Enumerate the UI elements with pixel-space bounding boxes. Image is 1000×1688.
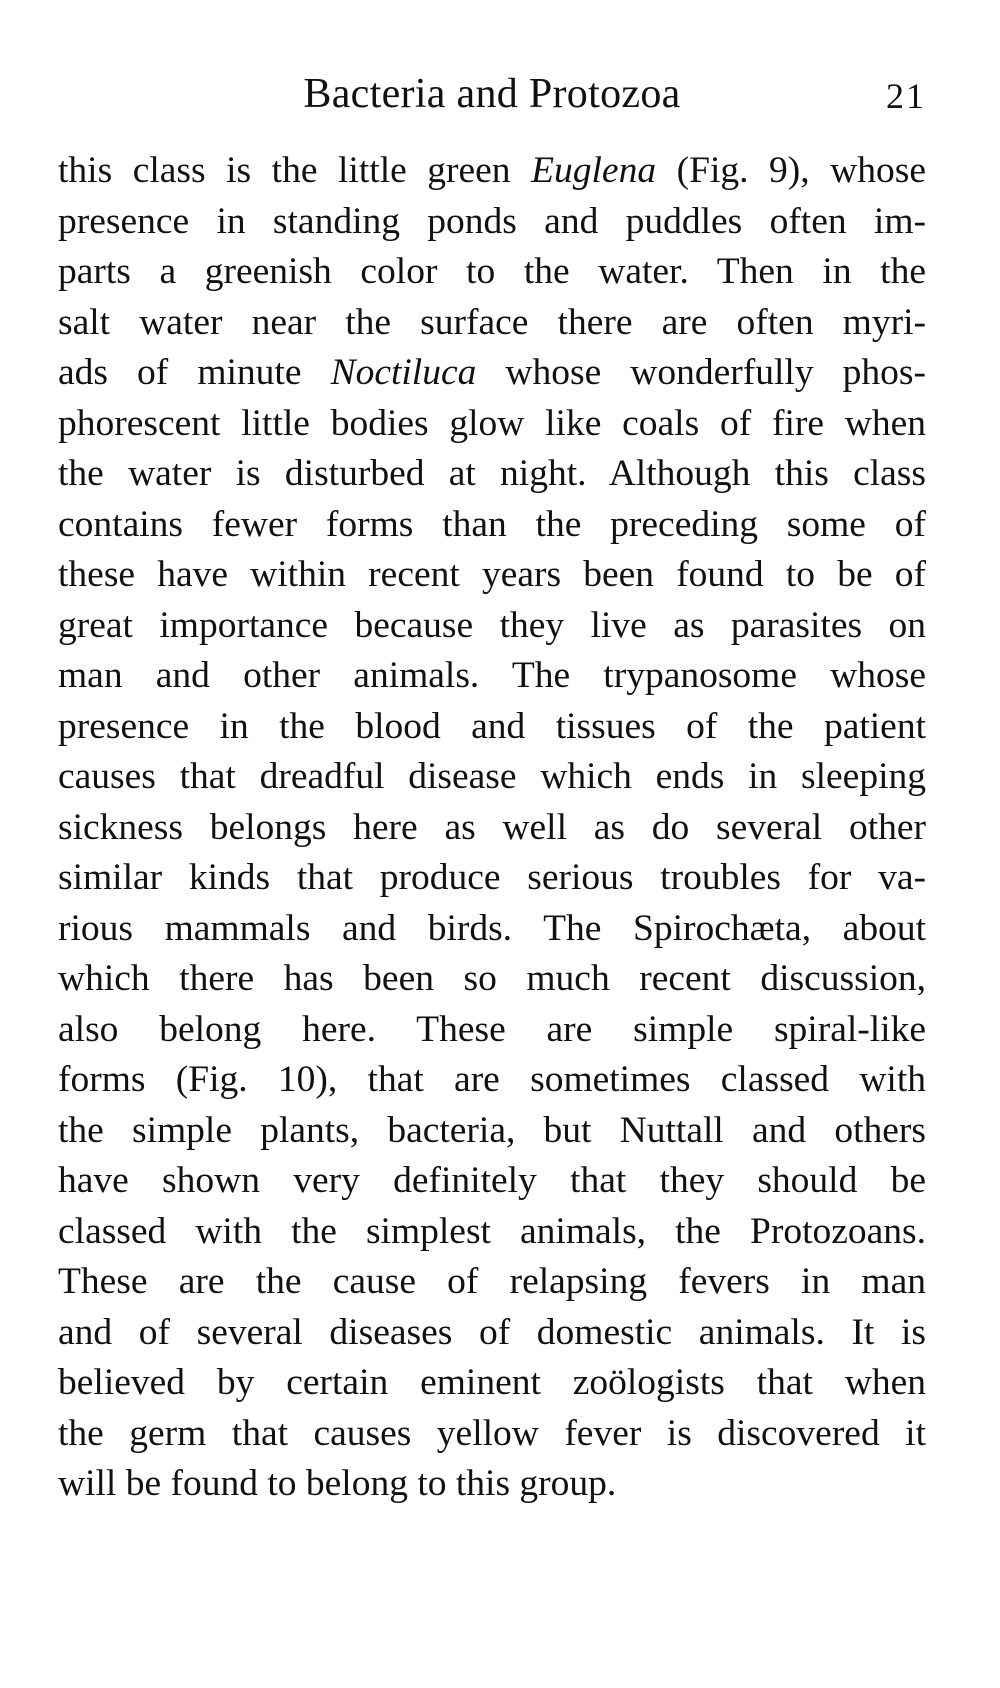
text-line: great importance because they live as parasites on <box>58 604 926 646</box>
text-line: believed by certain eminent zoölogists that when <box>58 1362 926 1403</box>
text-line: phorescent little bodies glow like coals of fire when <box>58 402 926 444</box>
text-line: rious mammals and birds. The Spirochæta, about <box>58 907 926 949</box>
text-line: this class is the little green Euglena (Fig. 9), whose <box>58 150 926 191</box>
text-line: similar kinds that produce serious troubles for va- <box>58 857 926 898</box>
text-line: have shown very definitely that they should be <box>58 1160 926 1201</box>
text-line: presence in standing ponds and puddles often im- <box>58 200 926 242</box>
body-paragraph <box>58 146 926 1510</box>
running-head <box>58 64 926 124</box>
text-line: classed with the simplest animals, the Protozoans. <box>58 1210 926 1252</box>
text-line: presence in the blood and tissues of the patient <box>58 705 926 747</box>
text-line: will be found to belong to this group. <box>58 1463 617 1504</box>
text-line: which there has been so much recent discussion, <box>58 958 926 999</box>
page-number: 21 <box>886 76 926 116</box>
text-line: the simple plants, bacteria, but Nuttall and others <box>58 1109 926 1151</box>
text-line: contains fewer forms than the preceding some of <box>58 503 926 545</box>
text-line: forms (Fig. 10), that are sometimes classed with <box>58 1059 926 1100</box>
taxon-name: Euglena <box>531 150 657 191</box>
text-line: these have within recent years been found to be of <box>58 554 926 595</box>
taxon-name: Noctiluca <box>330 352 477 393</box>
text-line: the water is disturbed at night. Although this class <box>58 453 926 494</box>
text-line: causes that dreadful disease which ends in sleeping <box>58 756 926 797</box>
running-title: Bacteria and Protozoa <box>303 71 681 117</box>
text-line: the germ that causes yellow fever is discovered it <box>58 1412 926 1454</box>
text-line: ads of minute Noctiluca whose wonderfully phos- <box>58 352 926 393</box>
text-line: sickness belongs here as well as do several other <box>58 806 926 848</box>
text-line: also belong here. These are simple spiral-like <box>58 1008 926 1050</box>
text-line: These are the cause of relapsing fevers in man <box>58 1261 926 1302</box>
text-line: parts a greenish color to the water. Then in the <box>58 251 926 292</box>
text-line: salt water near the surface there are often myri- <box>58 301 926 343</box>
text-line: and of several diseases of domestic animals. It is <box>58 1311 926 1353</box>
text-line: man and other animals. The trypanosome whose <box>58 655 926 696</box>
